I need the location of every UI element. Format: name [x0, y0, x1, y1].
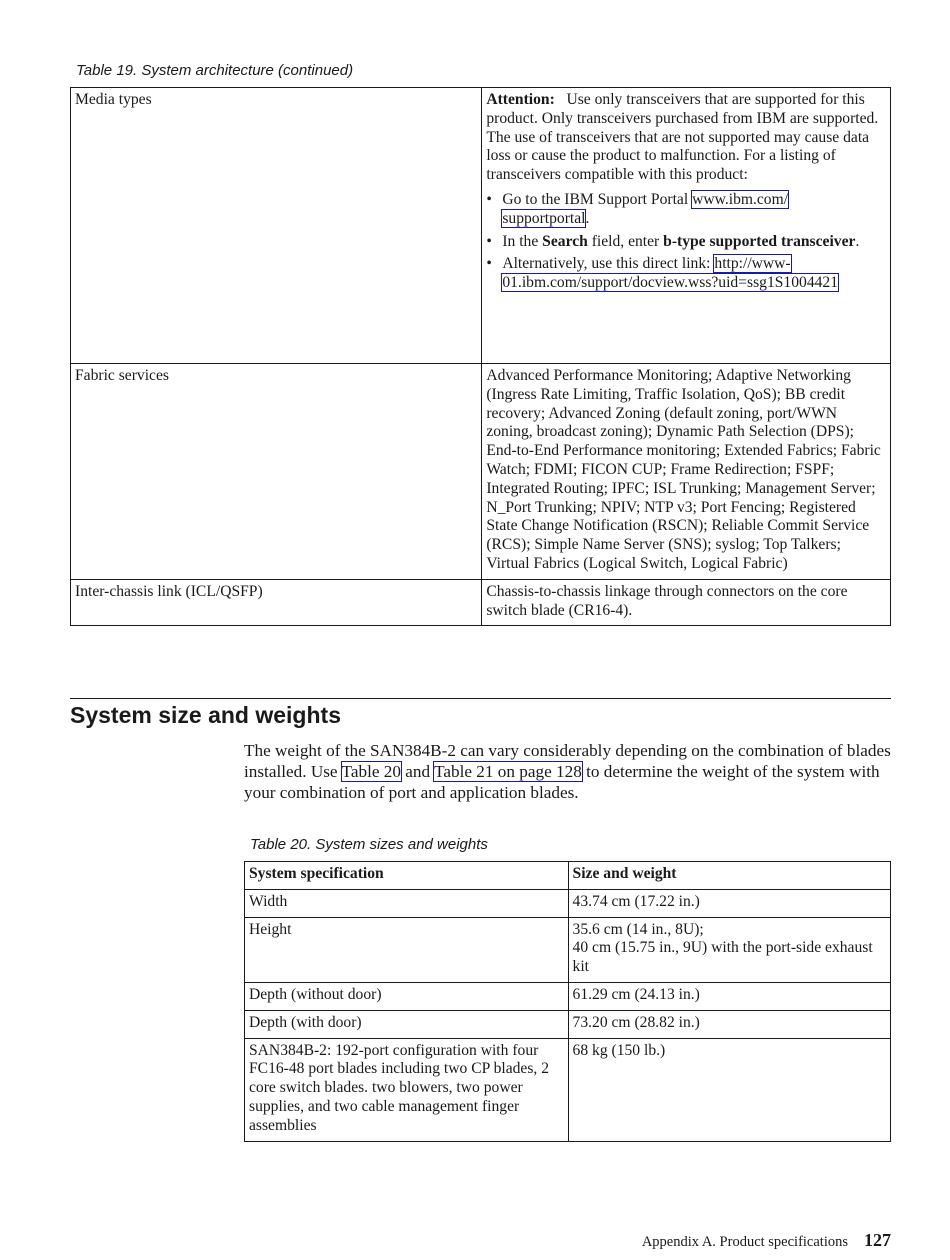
header-spec: System specification	[245, 862, 569, 890]
ibm-support-portal-link-cont[interactable]: supportportal	[502, 209, 586, 227]
page-number: 127	[864, 1230, 891, 1250]
table-row	[245, 1010, 891, 1038]
system-sizes-table	[244, 861, 891, 1142]
media-types-value	[482, 88, 891, 364]
attention-text: Use only transceivers that are supported for this product. Only transceivers purchased from IBM are supported. The use of transceivers that are not supported may cause data loss or cause the product to malfunction. For a listing of transceivers compatible with this product:	[486, 91, 879, 184]
row-spec: Width	[245, 889, 569, 917]
row-spec: Height	[245, 917, 569, 982]
row-value: 43.74 cm (17.22 in.)	[568, 889, 890, 917]
table-row	[245, 1038, 891, 1141]
table-20-link[interactable]: Table 20	[341, 762, 401, 781]
system-architecture-table	[70, 87, 891, 626]
icl-value: Chassis-to-chassis linkage through connectors on the core switch blade (CR16-4).	[482, 579, 891, 626]
table-row	[245, 982, 891, 1010]
section-divider	[70, 698, 891, 699]
list-item: • Alternatively, use this direct link: http://www- 01.ibm.com/support/docview.wss?uid=ssg1S1004421	[486, 255, 839, 292]
table-20-caption: Table 20. System sizes and weights	[250, 836, 488, 853]
row-spec: SAN384B-2: 192-port configuration with four FC16-48 port blades including two CP blades, 2 core switch blades. two blowers, two power supplies, and two cable management finger assemblies	[245, 1038, 569, 1141]
page-footer	[642, 1230, 891, 1251]
row-spec: Depth (without door)	[245, 982, 569, 1010]
table-row	[245, 889, 891, 917]
table-row	[71, 88, 891, 364]
table-row	[245, 917, 891, 982]
direct-link[interactable]: http://www-	[714, 255, 791, 273]
footer-text: Appendix A. Product specifications	[641, 1234, 848, 1250]
fabric-services-value: Advanced Performance Monitoring; Adaptive Networking (Ingress Rate Limiting, Traffic Isolation, QoS); BB credit recovery; Advanced Zoning (default zoning, port/WWN zoning, broadcast zoning); Dynamic Path Selection (DPS); End-to-End Performance monitoring; Extended Fabrics; Fabric Watch; FDMI; FICON CUP; Frame Redirection; FSPF; Integrated Routing; IPFC; ISL Trunking; Management Server; N_Port Trunking; NPIV; NTP v3; Port Fencing; Registered State Change Notification (RSCN); Reliable Commit Service (RCS); Simple Name Server (SNS); syslog; Top Talkers; Virtual Fabrics (Logical Switch, Logical Fabric)	[482, 364, 891, 580]
media-types-label: Media types	[71, 88, 482, 364]
bullet-icon: •	[486, 190, 492, 208]
attention-note	[486, 91, 886, 185]
header-size: Size and weight	[568, 862, 890, 890]
table-19-caption: Table 19. System architecture (continued)	[76, 62, 354, 79]
icl-label: Inter-chassis link (ICL/QSFP)	[71, 579, 482, 626]
direct-link-cont[interactable]: 01.ibm.com/support/docview.wss?uid=ssg1S1004421	[502, 274, 839, 292]
table-header-row	[245, 862, 891, 890]
table-row	[71, 364, 891, 580]
row-value: 35.6 cm (14 in., 8U); 40 cm (15.75 in., 9U) with the port-side exhaust kit	[568, 917, 890, 982]
row-value: 73.20 cm (28.82 in.)	[568, 1010, 890, 1038]
bullet-text: Go to the IBM Support Portal	[502, 190, 693, 208]
section-title: System size and weights	[70, 702, 341, 728]
row-spec: Depth (with door)	[245, 1010, 569, 1038]
list-item: • Go to the IBM Support Portal www.ibm.com/ supportportal.	[486, 190, 789, 227]
table-21-link[interactable]: Table 21 on page 128	[434, 762, 582, 781]
bullet-icon: •	[486, 232, 492, 250]
row-value: 68 kg (150 lb.)	[568, 1038, 890, 1141]
row-value: 61.29 cm (24.13 in.)	[568, 982, 890, 1010]
fabric-services-label: Fabric services	[71, 364, 482, 580]
ibm-support-portal-link[interactable]: www.ibm.com/	[692, 190, 789, 208]
table-row	[71, 579, 891, 626]
section-paragraph: The weight of the SAN384B-2 can vary considerably depending on the combination of blades installed. Use Table 20 and Table 21 on page 128 to determine the weight of the system with your combination of port and application blades.	[244, 741, 891, 802]
attention-label: Attention:	[486, 91, 555, 108]
list-item: • In the Search field, enter b-type supported transceiver.	[486, 232, 860, 250]
bullet-icon: •	[486, 255, 492, 273]
transceiver-steps-list	[486, 191, 886, 293]
